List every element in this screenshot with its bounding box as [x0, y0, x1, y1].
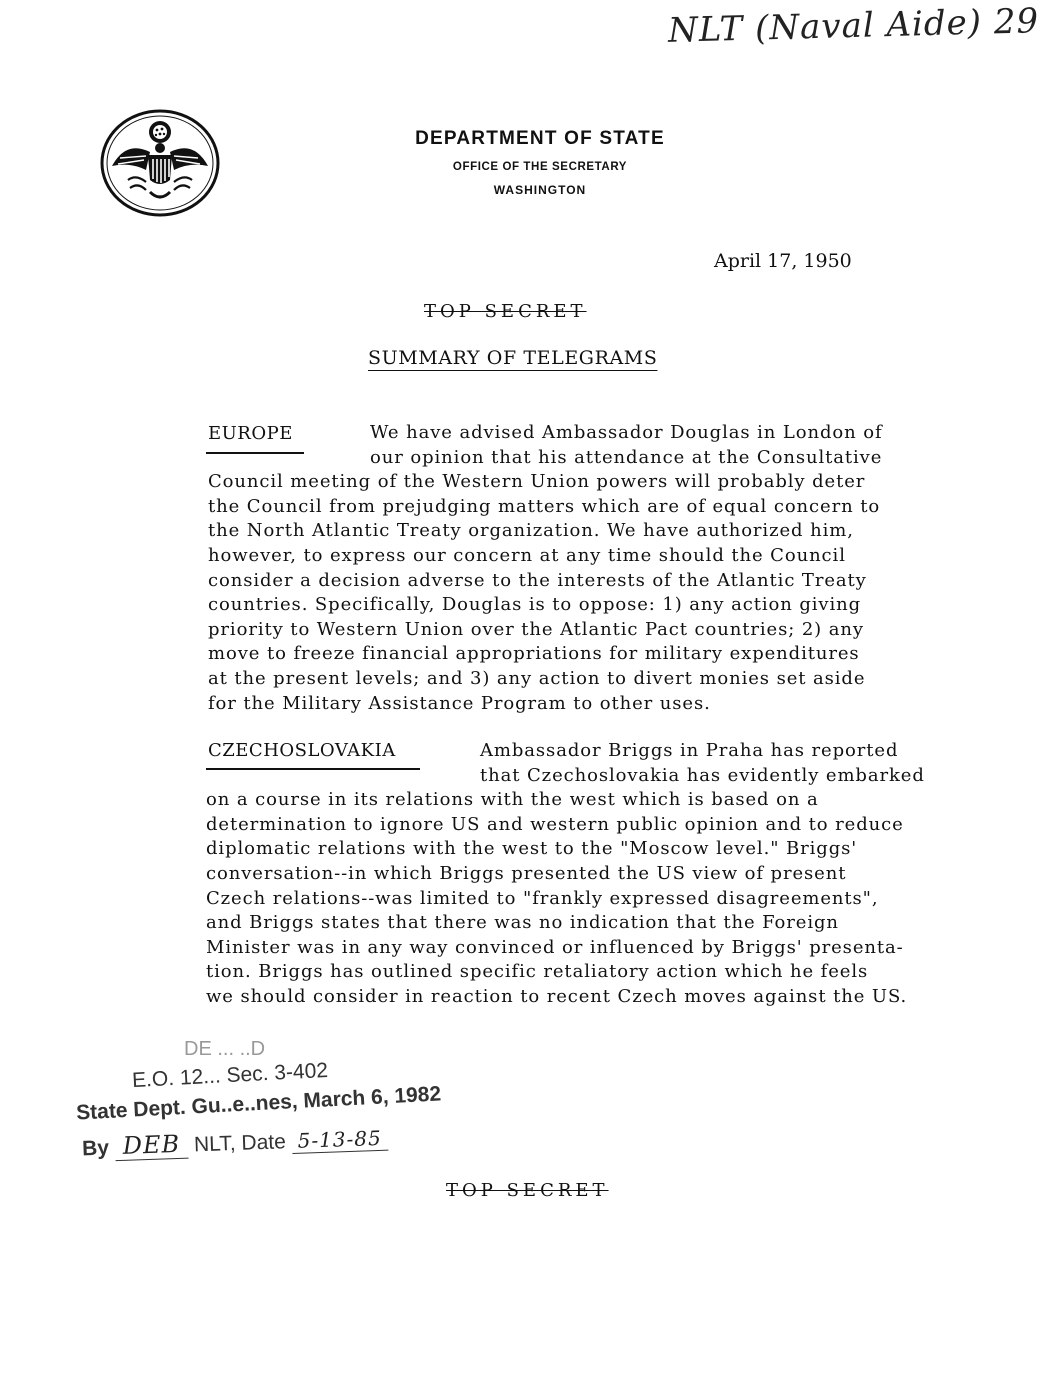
text-line: the North Atlantic Treaty organization. We have authorized him,: [208, 520, 854, 542]
stamp-line-by: [82, 1123, 389, 1162]
great-seal-icon: [100, 108, 220, 218]
section-heading-czechoslovakia: CZECHOSLOVAKIA: [208, 740, 396, 761]
stamp-by-label: By: [81, 1136, 110, 1161]
stamp-date-handwritten: 5-13-85: [291, 1126, 388, 1154]
classification-marking-bottom: TOP SECRET: [446, 1180, 609, 1201]
text-line: consider a decision adverse to the interests of the Atlantic Treaty: [208, 569, 867, 591]
letterhead-city: WASHINGTON: [493, 183, 587, 197]
text-line: we should consider in reaction to recent Czech moves against the US.: [206, 985, 908, 1007]
text-line: Czech relations--was limited to "frankly expressed disagreements",: [206, 887, 879, 909]
text-line: for the Military Assistance Program to other uses.: [208, 692, 711, 714]
stamp-line-guidelines: State Dept. Gu..e..nes, March 6, 1982: [75, 1082, 442, 1125]
stamp-initials: DEB: [114, 1130, 188, 1162]
stamp-nlt-date-label: NLT, Date: [193, 1130, 287, 1157]
text-line: Ambassador Briggs in Praha has reported: [480, 740, 899, 761]
text-line: conversation--in which Briggs presented the US view of present: [206, 862, 847, 884]
letterhead-department: DEPARTMENT OF STATE: [415, 128, 665, 149]
letterhead-office: OFFICE OF THE SECRETARY: [452, 161, 628, 173]
text-line: Minister was in any way convinced or influenced by Briggs' presenta-: [206, 936, 904, 958]
text-line: diplomatic relations with the west to the "Moscow level." Briggs': [206, 838, 858, 860]
text-line: our opinion that his attendance at the Consultative: [370, 446, 883, 468]
text-line: tion. Briggs has outlined specific retaliatory action which he feels: [206, 961, 869, 983]
stamp-line-eo: E.O. 12... Sec. 3-402: [131, 1058, 329, 1093]
stamp-line-declassified: DE ... ..D: [184, 1038, 266, 1060]
classification-marking-top: TOP SECRET: [424, 301, 587, 322]
text-line: however, to express our concern at any time should the Council: [208, 544, 846, 566]
document-date: April 17, 1950: [714, 250, 852, 272]
declassification-stamp: [76, 1036, 496, 1166]
text-line: on a course in its relations with the west which is based on a: [206, 789, 819, 811]
document-title: SUMMARY OF TELEGRAMS: [368, 347, 658, 369]
text-line: and Briggs states that there was no indication that the Foreign: [206, 912, 839, 934]
handwritten-archive-note: NLT (Naval Aide) 29: [667, 1, 1040, 51]
text-line: determination to ignore US and western public opinion and to reduce: [206, 813, 904, 835]
text-line: We have advised Ambassador Douglas in London of: [370, 422, 883, 443]
section-body-europe: [208, 421, 948, 716]
text-line: Council meeting of the Western Union powers will probably deter: [208, 471, 866, 493]
text-line: at the present levels; and 3) any action to divert monies set aside: [208, 667, 866, 689]
text-line: the Council from prejudging matters which are of equal concern to: [208, 495, 881, 517]
text-line: countries. Specifically, Douglas is to oppose: 1) any action giving: [208, 594, 862, 616]
section-heading-europe: EUROPE: [208, 423, 293, 444]
text-line: that Czechoslovakia has evidently embarked: [480, 764, 925, 786]
text-line: move to freeze financial appropriations for military expenditures: [208, 643, 860, 665]
section-body-czechoslovakia: [206, 739, 966, 1010]
text-line: priority to Western Union over the Atlantic Pact countries; 2) any: [208, 618, 864, 640]
